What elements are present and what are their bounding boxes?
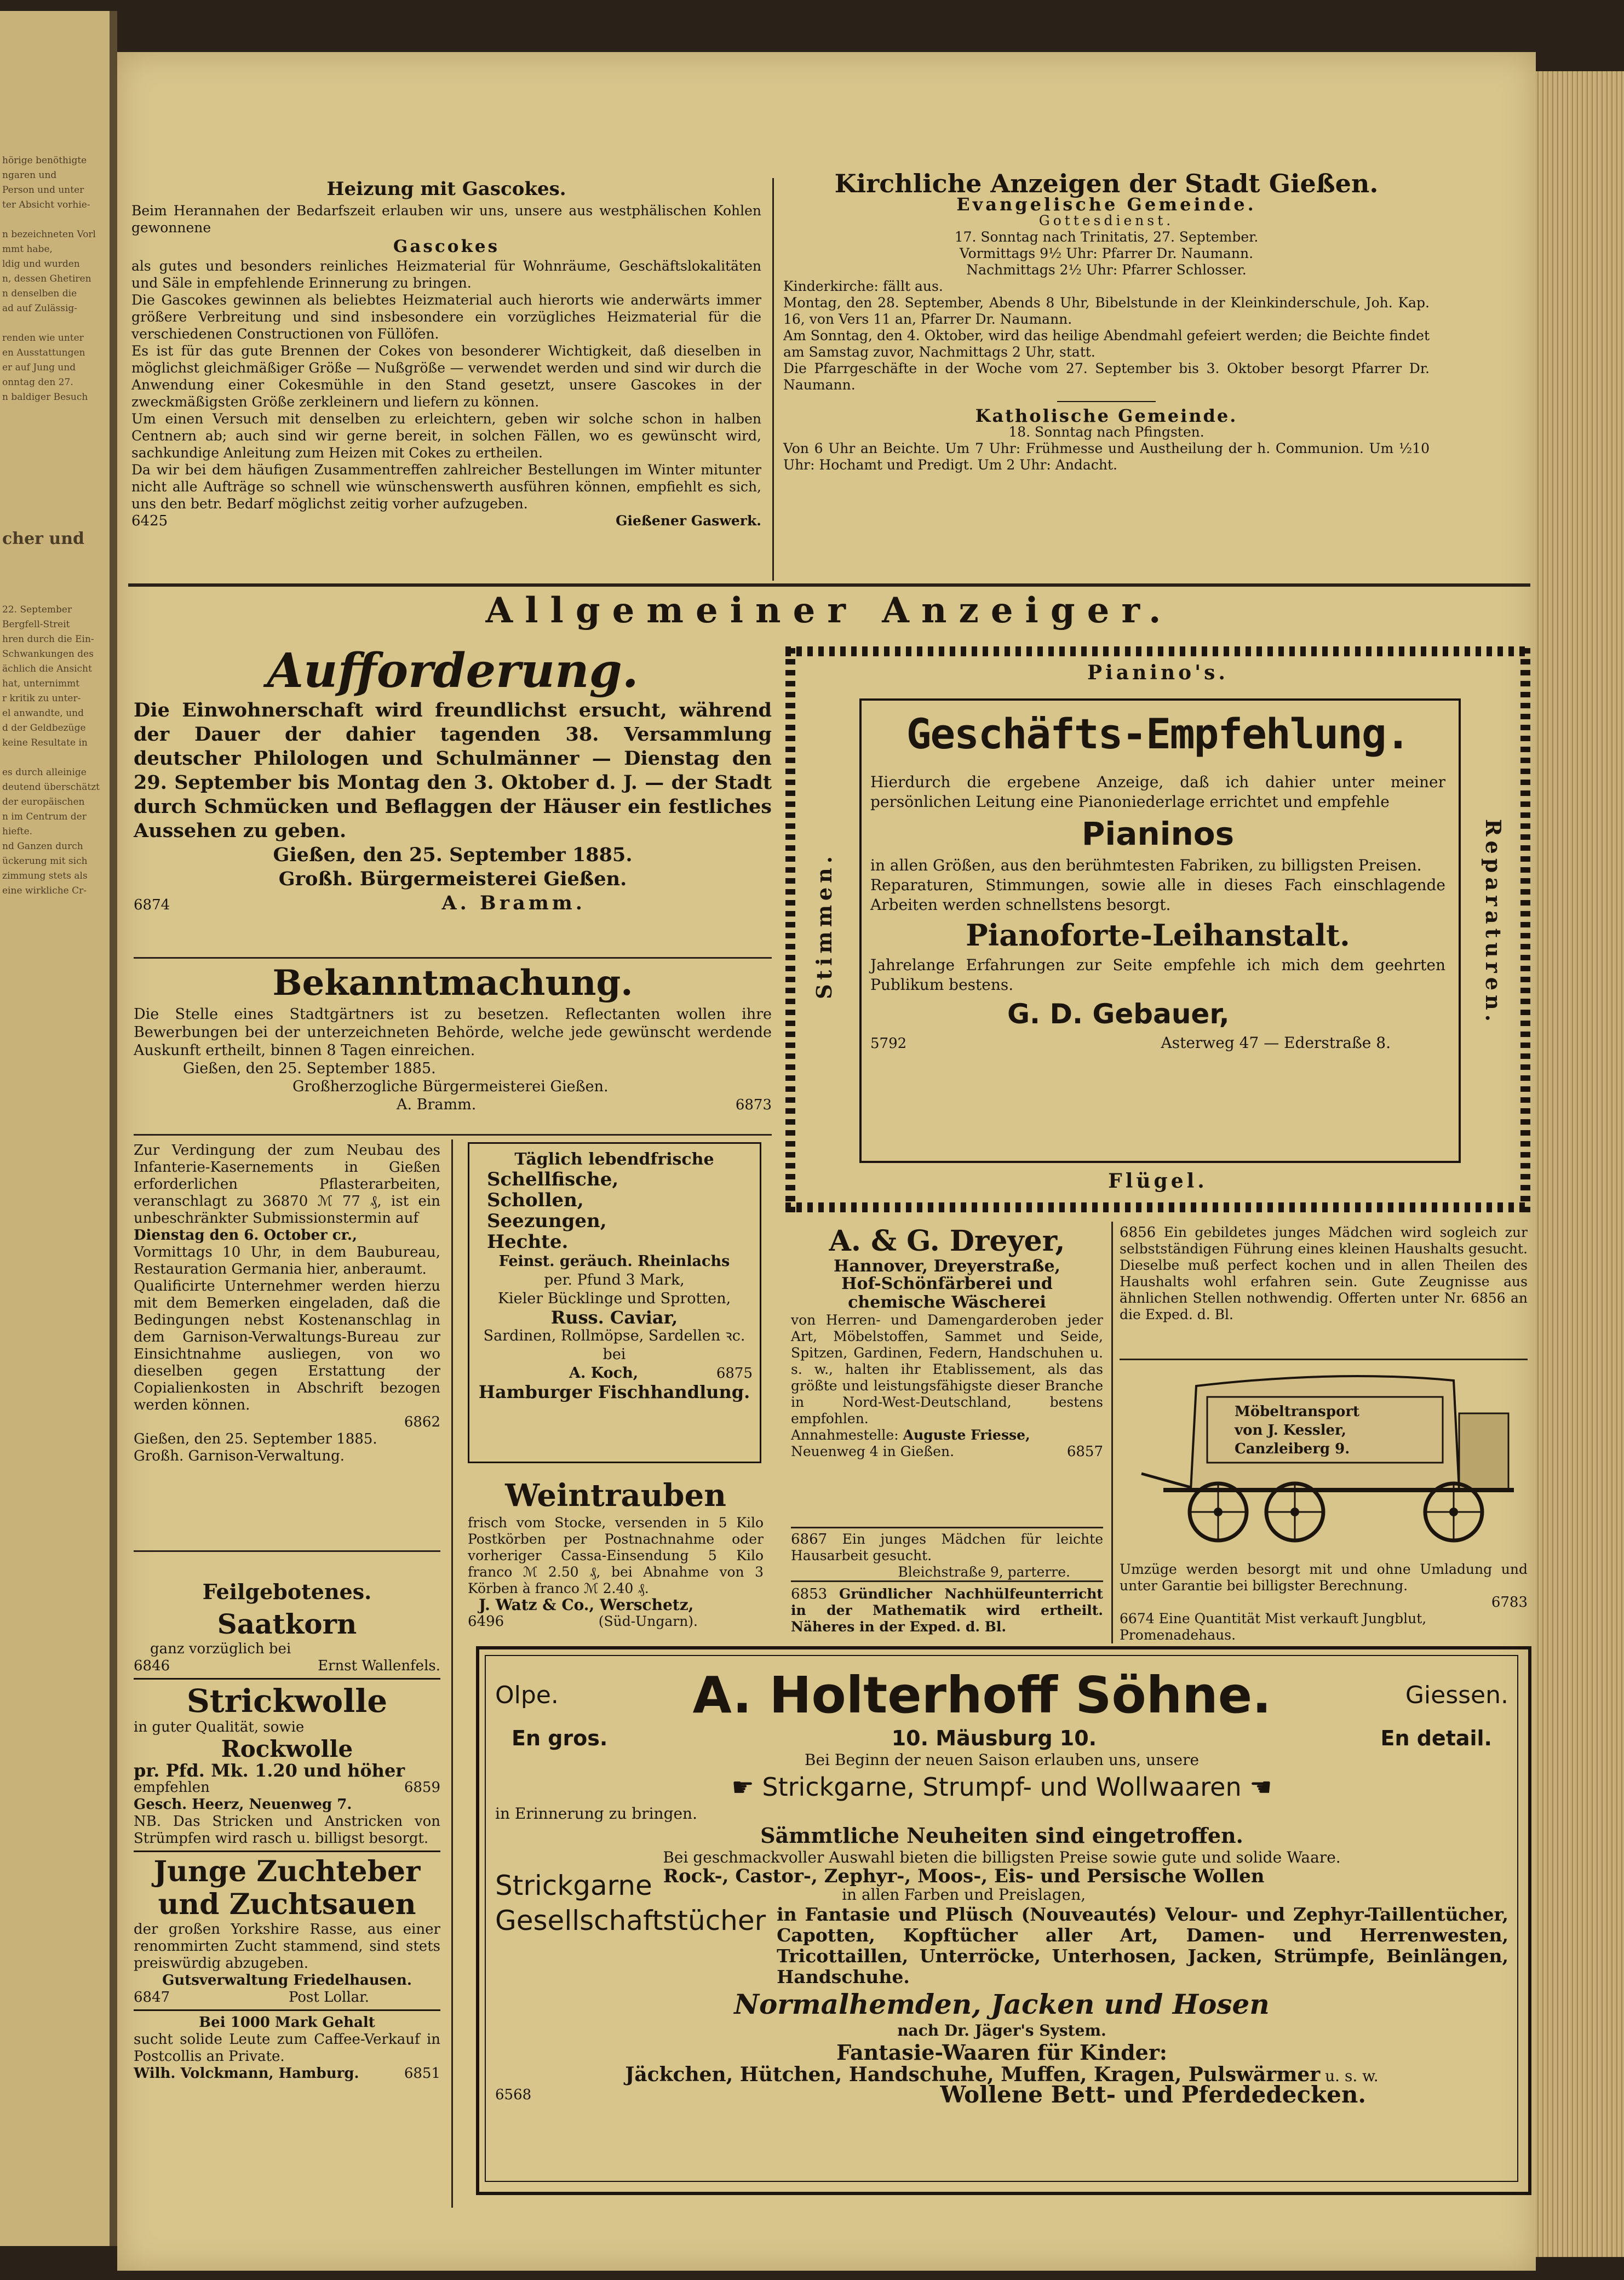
moebel-van-2: von J. Kessler, [1235,1422,1346,1439]
bekanntmachung-office: Großherzogliche Bürgermeisterei Gießen. [292,1078,609,1095]
feil-nb: NB. Das Stricken und Anstricken von Strümpfen wird rasch u. billigst besorgt. [134,1813,440,1847]
holterhoff-strick: Strickgarne, Strumpf- und Wollwaaren [762,1772,1242,1802]
feilgebotenes-section [134,1579,440,2082]
fisch-item: Schollen, [487,1189,584,1211]
verdingung-body2: Vormittags 10 Uhr, in dem Baubureau, Restauration Germania hier, anberaumt. [134,1244,440,1278]
small-n-num: 6853 [791,1586,828,1602]
ornament-bottom [785,1202,1530,1212]
rule-2 [134,1134,772,1136]
prev-page-line: n baldiger Besuch [2,392,88,403]
rule-5 [791,1580,1103,1582]
fisch-ad [476,1150,753,1401]
holterhoff-detail: En detail. [1380,1726,1492,1750]
church-line-2: Vormittags 9½ Uhr: Pfarrer Dr. Naumann. [959,245,1254,261]
feil-strick-name: Gesch. Heerz, Neuenweg 7. [134,1796,352,1813]
church-notices [783,169,1430,473]
prev-page-line: ngaren und [2,170,57,181]
bekanntmachung-notice [134,961,772,1114]
pianino-pianinos: Pianinos [1081,815,1235,852]
aufforderung-office: Großh. Bürgermeisterei Gießen. [278,868,627,890]
dreyer-body: von Herren- und Damengarderoben jeder Art, Möbelstoffen, Sammet und Seide, Spitzen, Gardinen, Federn, Handschuhen u. s. w., halten ihr Etablissement, als das größte und leistungsfähigste dieser Branche in Nord-West-Deutschland, bestens empfohlen. [791,1312,1103,1427]
moebel-num: 6783 [1491,1594,1528,1611]
holterhoff-kinder: Fantasie-Waaren für Kinder: [836,2040,1167,2065]
prev-page-line: er auf Jung und [2,362,76,373]
holterhoff-neu: Sämmtliche Neuheiten sind eingetroffen. [760,1823,1243,1848]
holterhoff-strickgarne: Strickgarne [495,1870,652,1901]
church-title: Kirchliche Anzeigen der Stadt Gießen. [834,169,1379,198]
weintrauben-loc: (Süd-Ungarn). [598,1613,698,1629]
prev-page-line: renden wie unter [2,333,84,343]
prev-page-line: ächlich die Ansicht [2,663,92,674]
fisch-sardinen: Sardinen, Rollmöpse, Sardellen ꝛc. bei [483,1327,745,1363]
prev-page-line: zimmung stets als [2,870,88,881]
feil-zucht-1: Junge Zuchteber [153,1855,421,1888]
bekanntmachung-name: A. Bramm. [397,1096,477,1113]
aufforderung-title: Aufforderung. [267,643,639,698]
church-kath-1: 18. Sonntag nach Pfingsten. [1008,424,1204,440]
fisch-num: 6875 [716,1365,753,1382]
holterhoff-ad [495,1665,1508,2108]
verdingung-num: 6862 [404,1414,440,1430]
church-gottesdienst: Gottesdienst. [1038,213,1174,228]
prev-page-line: n im Centrum der [2,811,87,822]
prev-page-text-a [2,153,101,405]
moebel-mist: 6674 Eine Quantität Mist verkauft Jungblut, Promenadehaus. [1120,1611,1427,1643]
feil-gut-num: 6847 [134,1989,170,2006]
dreyer-annahme-name: Auguste Friesse, [903,1427,1030,1443]
dreyer-num: 6857 [1066,1443,1103,1460]
feil-saat-name: Ernst Wallenfels. [318,1658,440,1674]
holterhoff-name: A. Holterhoff Söhne. [692,1666,1272,1725]
column-rule-left [451,1139,453,2208]
pianino-p2: Reparaturen, Stimmungen, sowie alle in dieses Fach einschlagende Arbeiten werden schnellstens besorgt. [870,876,1445,914]
holterhoff-olpe: Olpe. [495,1681,559,1709]
rule-6 [1120,1359,1528,1360]
small-m1-addr: Bleichstraße 9, parterre. [898,1564,1070,1580]
prev-page-line [2,751,101,765]
pianino-left-label: Stimmen. [812,852,836,999]
fisch-head: Täglich lebendfrische [514,1150,714,1169]
prev-page-line: hren durch die Ein- [2,634,94,645]
prev-page-line: hiefte. [2,826,33,837]
feil-strick-body: in guter Qualität, sowie [134,1719,305,1735]
prev-page-line: n, dessen Ghetiren [2,273,91,284]
gas-sign: Gießener Gaswerk. [616,513,761,529]
aufforderung-body: Die Einwohnerschaft wird freundlichst ersucht, während der Dauer der dahier tagenden 38. Versammlung deutscher Philologen und Schulmänner — Dienstag den 29. September bis Montag den 3. Oktober d. J. — der Stadt durch Schmücken und Beflaggen der Häuser ein festliches Aussehen zu geben. [134,699,772,842]
church-line-1: 17. Sonntag nach Trinitatis, 27. September. [954,229,1259,245]
prev-page-line: Schwankungen des [2,649,94,660]
pianino-title: Geschäfts-Empfehlung. [906,709,1410,758]
small-m1-body: Ein junges Mädchen für leichte Hausarbeit gesucht. [791,1531,1103,1563]
church-ev-heading: Evangelische Gemeinde. [956,194,1256,215]
ornament-left [785,646,795,1212]
maedchen-body: Ein gebildetes junges Mädchen wird sogleich zur selbstständigen Führung eines kleinen Haushalts gesucht. Dieselbe muß perfect kochen und in allen Theilen des Haushalts wohl erfahren sein. Gute Zeugnisse aus ähnlichen Stellen nothwendig. Offerten unter Nr. 6856 an die Exped. d. Bl. [1120,1224,1528,1322]
prev-page-line: en Ausstattungen [2,347,85,358]
pianino-ad [870,707,1445,1053]
feil-head: Feilgebotenes. [202,1579,372,1604]
aufforderung-notice [134,644,772,917]
feil-preis: pr. Pfd. Mk. 1.20 und höher [134,1760,405,1781]
church-line-6: Am Sonntag, den 4. Oktober, wird das heilige Abendmahl gefeiert werden; die Beichte findet am Samstag zuvor, Nachmittags 2 Uhr, statt. [783,328,1430,360]
weintrauben-body: frisch vom Stocke, versenden in 5 Kilo Postkörben per Postnachnahme oder vorheriger Cassa-Einsendung 5 Kilo franco ℳ 2.50 ₰, bei Abnahme von 3 Körben à franco ℳ 2.40 ₰. [468,1515,764,1596]
prev-page-line: nd Ganzen durch [2,841,83,852]
holterhoff-kinder-items: Jäckchen, Hütchen, Handschuhe, Muffen, Kragen, Pulswärmer [625,2063,1321,2086]
masthead: Allgemeiner Anzeiger. [485,590,1173,631]
holterhoff-gesellschaftstuecher: Gesellschaftstücher [495,1905,766,1937]
gas-p3: Es ist für das gute Brennen der Cokes von besonderer Wichtigkeit, daß dieselben in möglichst gleichmäßiger Größe — Nußgröße — verwendet werden und sind wir durch die Anwendung einer Cokesmühle in den Stand gesetzt, unsere Gascokes in der zweckmäßigsten Größe zerkleinern und liefern zu können. [131,343,761,410]
prev-page-line: Bergfell-Streit [2,619,70,630]
pianino-intro: Hierdurch die ergebene Anzeige, daß ich dahier unter meiner persönlichen Leitung eine Pianoniederlage errichtet und empfehle [870,773,1445,811]
holterhoff-usw: u. s. w. [1325,2067,1379,2085]
dreyer-city: Hannover, Dreyerstraße, [834,1257,1060,1276]
bekanntmachung-title: Bekanntmachung. [272,963,633,1004]
aufforderung-num: 6874 [134,897,170,913]
weintrauben-title: Weintrauben [505,1477,726,1514]
prev-page-line: n denselben die [2,288,77,299]
holterhoff-wollen2: in allen Farben und Preislagen, [842,1886,1086,1904]
fisch-item: Schellfische, [487,1168,619,1190]
gas-p5: Da wir bei dem häufigen Zusammentreffen zahlreicher Bestellungen im Winter mitunter nicht alle Aufträge so schnell wie wünschenswerth ausführen können, empfiehlt es sich, uns den betr. Bedarf möglichst zeitig vorher aufzugeben. [131,462,761,512]
holterhoff-wollen: Rock-, Castor-, Zephyr-, Moos-, Eis- und Persische Wollen [663,1865,1265,1887]
gas-p2: Die Gascokes gewinnen als beliebtes Heizmaterial auch hierorts wie anderwärts immer größere Verbreitung und sind insbesondere ein vorzügliches Heizmaterial für die verschiedenen Constructionen von Füllöfen. [131,292,761,342]
rule-1 [134,957,772,959]
prev-page-line: deutend überschätzt [2,782,100,793]
small-n-body: Gründlicher Nachhülfeunterricht in der Mathematik wird ertheilt. Näheres in der Exped. d. Bl. [791,1586,1103,1635]
prev-page-line: n bezeichneten Vorl [2,229,96,240]
prev-page-line: mmt habe, [2,244,53,255]
prev-page-line: ldig und wurden [2,259,80,270]
feil-zucht-body: der großen Yorkshire Rasse, aus einer renommirten Zucht stammend, sind stets preiswürdig abzugeben. [134,1921,440,1972]
dreyer-annahme: Annahmestelle: [791,1427,899,1443]
weintrauben-num: 6496 [468,1613,504,1630]
pianino-addr: Asterweg 47 — Ederstraße 8. [1161,1034,1391,1052]
fisch-item: Seezungen, [487,1210,607,1232]
pianino-leihanstalt: Pianoforte-Leihanstalt. [966,918,1350,953]
bekanntmachung-date: Gießen, den 25. September 1885. [183,1060,436,1077]
feil-post: Post Lollar. [288,1989,369,2006]
verdingung-termin: Dienstag den 6. October cr., [134,1227,358,1244]
pianino-bottom-label: Flügel. [1108,1170,1208,1193]
prev-page-line: keine Resultate in [2,737,88,748]
rule-4 [791,1527,1103,1528]
prev-page-line: eine wirkliche Cr- [2,885,87,896]
verdingung-date: Gießen, den 25. September 1885. [134,1431,377,1447]
prev-page-text-b [2,603,101,898]
nachhuelfe-ad [791,1586,1103,1635]
weintrauben-firm: J. Watz & Co., Werschetz, [479,1596,694,1614]
prev-page-line [2,213,101,227]
holterhoff-fantasie: in Fantasie und Plüsch (Nouveautés) Velour- und Zephyr-Taillentücher, Capotten, Kopftücher aller Art, Damen- und Herrenwesten, Tricottaillen, Unterröcke, Unterhosen, Jacken, Strümpfe, Beinlängen, Handschuhe. [777,1904,1508,1987]
prev-page-line: ter Absicht vorhie- [2,199,90,210]
moebel-van-3: Canzleiberg 9. [1235,1441,1350,1457]
holterhoff-engros: En gros. [512,1726,608,1750]
moebel-body: Umzüge werden besorgt mit und ohne Umladung und unter Garantie bei billigster Berechnung. [1120,1561,1528,1594]
holterhoff-l3: Bei geschmackvoller Auswahl bieten die billigsten Preise sowie gute und solide Waare. [663,1848,1341,1866]
feil-gut: Gutsverwaltung Friedelhausen. [162,1972,412,1989]
gas-title: Heizung mit Gascokes. [326,178,566,200]
holterhoff-num: 6568 [495,2087,532,2103]
feil-strickwolle: Strickwolle [186,1682,388,1720]
maedchen-num: 6856 [1120,1224,1156,1241]
prev-page-heading: cher und [2,531,85,546]
moebelwagen-lettering [1235,1402,1454,1458]
gas-p1: als gutes und besonders reinliches Heizmaterial für Wohnräume, Geschäftslokalitäten und Säle in empfehlende Erinnerung zu bringen. [131,258,761,291]
pianino-p3: Jahrelange Erfahrungen zur Seite empfehle ich mich dem geehrten Publikum bestens. [870,956,1445,994]
holterhoff-giessen: Giessen. [1405,1681,1508,1709]
church-line-5: Montag, den 28. September, Abends 8 Uhr, Bibelstunde in der Kleinkinderschule, Joh. Kap. 16, von Vers 11 an, Pfarrer Dr. Naumann. [783,295,1430,327]
pianino-name: G. D. Gebauer, [1007,998,1230,1030]
feil-mark-body: sucht solide Leute zum Caffee-Verkauf in Postcollis an Private. [134,2031,440,2065]
fisch-kiel: Kieler Bücklinge und Sprotten, [497,1290,731,1307]
holterhoff-decken: Wollene Bett- und Pferdedecken. [940,2081,1366,2108]
verdingung-body3: Qualificirte Unternehmer werden hierzu mit dem Bemerken eingeladen, daß die Bedingungen nebst Kostenanschlag in dem Garnison-Verwaltungs-Bureau zur Einsichtnahme ausliegen, von wo dieselben gegen Erstattung der Copialienkosten in Abschrift bezogen werden können. [134,1278,440,1413]
feil-zucht-2: und Zuchtsauen [158,1888,416,1921]
church-line-3: Nachmittags 2½ Uhr: Pfarrer Schlosser. [966,262,1247,278]
column-rule-right [1111,1222,1113,1643]
small-m1-num: 6867 [791,1531,828,1548]
holterhoff-addr: 10. Mäusburg 10. [891,1726,1097,1750]
dreyer-title: A. & G. Dreyer, [829,1224,1065,1258]
prev-page-line: d der Geldbezüge [2,723,86,734]
gas-num: 6425 [131,513,168,529]
fisch-shop: Hamburger Fischhandlung. [478,1382,750,1402]
prev-page-line: r kritik zu unter- [2,693,81,704]
prev-page-line: 22. September [2,604,72,615]
fisch-item: Hechte. [487,1231,569,1253]
church-line-7: Die Pfarrgeschäfte in der Woche vom 27. September bis 3. Oktober besorgt Pfarrer Dr. Naumann. [783,360,1430,393]
pianino-p1: in allen Größen, aus den berühmtesten Fabriken, zu billigsten Preisen. [870,856,1422,874]
feil-saatkorn: Saatkorn [217,1608,357,1640]
weintrauben-ad [468,1476,764,1630]
column-rule-top [772,178,774,581]
church-kath-heading: Katholische Gemeinde. [975,405,1238,426]
masthead-rule [128,583,1530,587]
maedchen-hausarbeit-ad [791,1531,1103,1580]
fisch-items [476,1169,753,1252]
prev-page-line: ückerung mit sich [2,856,88,867]
ornament-top [785,646,1530,656]
church-kath-2: Von 6 Uhr an Beichte. Um 7 Uhr: Frühmesse und Austheilung der h. Communion. Um ½10 Uhr: Hochamt und Predigt. Um 2 Uhr: Andacht. [783,440,1430,473]
feil-saat-num: 6846 [134,1658,170,1674]
feil-rockwolle: Rockwolle [221,1735,353,1762]
ornament-right [1520,646,1530,1212]
prev-page-line: hörige benöthigte [2,155,87,166]
bekanntmachung-body: Die Stelle eines Stadtgärtners ist zu besetzen. Reflectanten wollen ihre Bewerbungen bei der unterzeichneten Behörde, welche jede gewünscht werdende Auskunft ertheilt, binnen 8 Tagen einreichen. [134,1006,772,1059]
verdingung-body: Zur Verdingung der zum Neubau des Infanterie-Kasernements in Gießen erforderlichen Pflasterarbeiten, veranschlagt zu 36870 ℳ 77 ₰, ist ein unbeschränkter Submissionstermin auf [134,1142,440,1227]
prev-page-line: el anwandte, und [2,708,84,719]
prev-page-line: Person und unter [2,185,84,196]
pianino-right-label: Reparaturen. [1481,819,1506,1026]
previous-page-edge [0,11,117,2246]
holterhoff-l1: Bei Beginn der neuen Saison erlauben uns, unsere [804,1751,1200,1769]
pointing-hand-left-icon: ☛ [731,1772,754,1802]
dreyer-trade: Hof-Schönfärberei und chemische Wäscherei [841,1274,1053,1312]
pointing-hand-right-icon: ☚ [1249,1772,1272,1802]
maedchen-haushalt-ad [1120,1224,1528,1323]
verdingung-notice [134,1142,440,1465]
newspaper-page [117,52,1536,2271]
prev-page-line: onntag den 27. [2,377,73,388]
fisch-name: A. Koch, [569,1365,639,1382]
prev-page-line [2,316,101,331]
dreyer-addr: Neuenweg 4 in Gießen. [791,1443,955,1459]
fisch-rheinlachs: Feinst. geräuch. Rheinlachs [498,1253,730,1270]
aufforderung-name: A. Bramm. [441,892,586,914]
verdingung-office: Großh. Garnison-Verwaltung. [134,1448,345,1464]
fisch-preis: per. Pfund 3 Mark, [544,1271,685,1288]
fisch-caviar: Russ. Caviar, [550,1307,678,1328]
aufforderung-date: Gießen, den 25. September 1885. [273,844,633,866]
prev-page-line: es durch alleinige [2,767,87,778]
holterhoff-jaeger: nach Dr. Jäger's System. [897,2021,1106,2040]
pianino-top-label: Pianino's. [1087,661,1229,684]
dreyer-ad [791,1224,1103,1460]
moebelwagen-illustration [1131,1364,1525,1561]
prev-page-line: hat, unternimmt [2,678,80,689]
rule-3 [134,1550,440,1552]
gas-p4: Um einen Versuch mit denselben zu erleichtern, geben wir solche schon in halben Centnern ab; auch sind wir gerne bereit, in solchen Fällen, wo es gewünscht wird, sachkundige Anleitung zum Heizen mit Cokes zu ertheilen. [131,411,761,461]
feil-empf: empfehlen [134,1779,210,1796]
moebel-van-1: Möbeltransport [1235,1403,1360,1420]
feil-mark-num: 6851 [404,2065,440,2082]
gas-product: Gascokes [393,237,500,256]
holterhoff-normal: Normalhemden, Jacken und Hosen [734,1988,1270,2020]
prev-page-line: der europäischen [2,797,85,807]
prev-page-line: ad auf Zulässig- [2,303,78,314]
feil-saat-body: ganz vorzüglich bei [150,1641,291,1657]
gas-ad [131,178,761,530]
book-page-edges [1536,71,1624,2257]
feil-mark: Bei 1000 Mark Gehalt [199,2014,375,2031]
holterhoff-l2: in Erinnerung zu bringen. [495,1804,697,1823]
gas-intro: Beim Herannahen der Bedarfszeit erlauben wir uns, unsere aus westphälischen Kohlen gewonnene [131,203,761,236]
feil-mark-name: Wilh. Volckmann, Hamburg. [134,2065,359,2082]
church-line-4: Kinderkirche: fällt aus. [783,278,943,294]
feil-strick-num: 6859 [404,1779,440,1796]
bekanntmachung-num: 6873 [735,1097,772,1113]
pianino-num: 5792 [870,1035,907,1052]
moebeltransport-ad [1120,1561,1528,1643]
